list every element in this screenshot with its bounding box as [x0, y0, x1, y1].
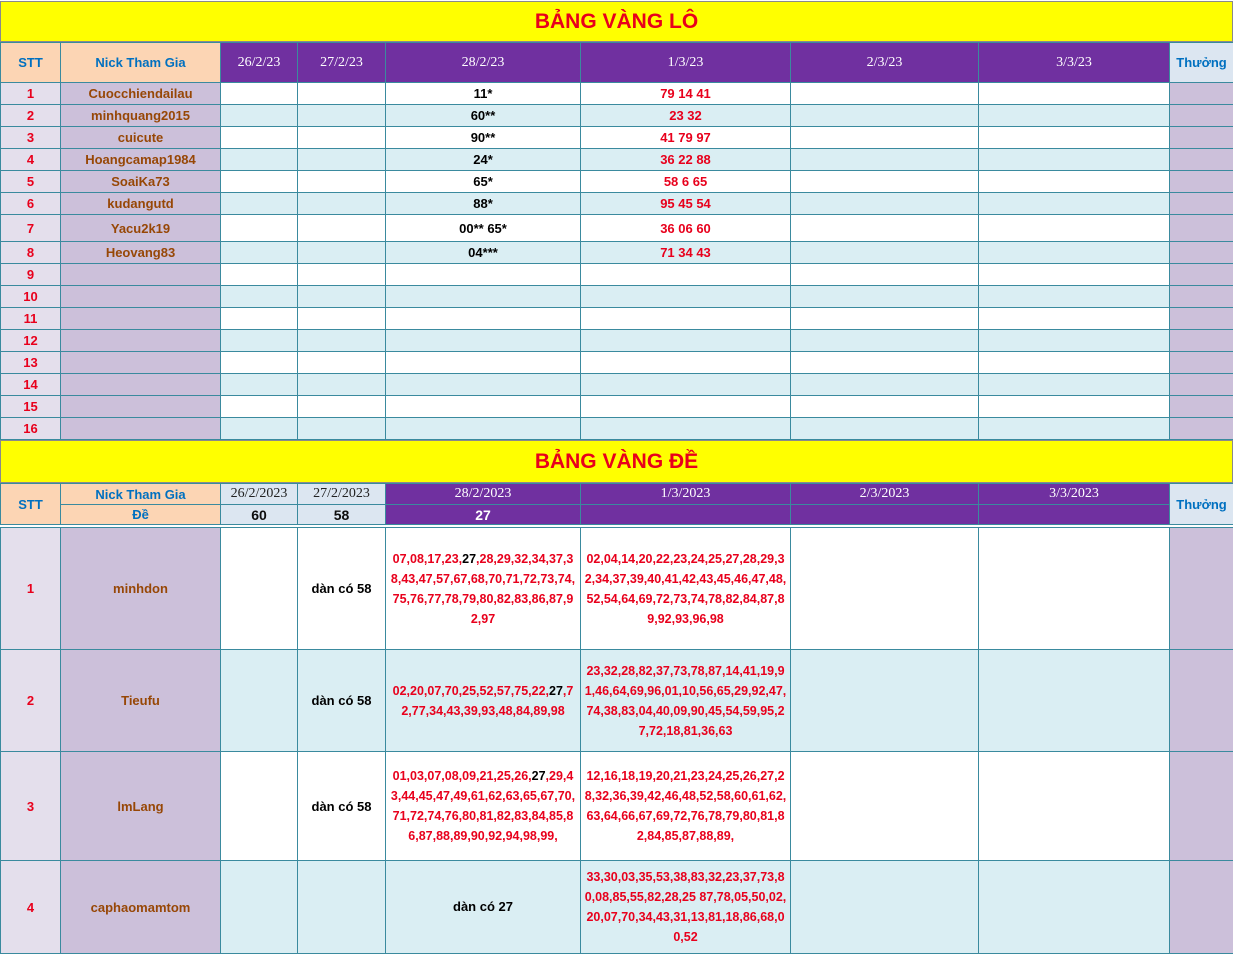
- lo-cell-28-2[interactable]: 24*: [386, 149, 581, 171]
- lo-stt-cell: 8: [1, 242, 61, 264]
- lo-thuong-cell[interactable]: [1170, 308, 1233, 330]
- lo-stt-cell: 15: [1, 396, 61, 418]
- lo-cell-3-3[interactable]: [979, 127, 1170, 149]
- lo-cell-26-2[interactable]: [221, 215, 298, 242]
- lo-nick-cell[interactable]: [61, 330, 221, 352]
- lo-cell-26-2[interactable]: [221, 374, 298, 396]
- lo-thuong-cell[interactable]: [1170, 215, 1233, 242]
- lo-header-thuong: Thưởng: [1170, 43, 1233, 83]
- de-cell-2-3[interactable]: [791, 650, 979, 752]
- lo-cell-3-3[interactable]: [979, 264, 1170, 286]
- de-cell-27-2[interactable]: dàn có 58: [298, 528, 386, 650]
- lo-cell-3-3[interactable]: [979, 374, 1170, 396]
- lo-header-date: 27/2/23: [298, 43, 386, 83]
- lo-nick-cell[interactable]: [61, 308, 221, 330]
- de-numbers-hit: 27: [532, 769, 546, 783]
- de-cell-28-2[interactable]: [386, 861, 581, 954]
- lo-cell-2-3[interactable]: [791, 105, 979, 127]
- lo-cell-2-3[interactable]: [791, 330, 979, 352]
- lo-header-nick: Nick Tham Gia: [61, 43, 221, 83]
- lo-cell-27-2[interactable]: [298, 83, 386, 105]
- de-cell-27-2[interactable]: [298, 861, 386, 954]
- lo-header-date: 28/2/23: [386, 43, 581, 83]
- lo-nick-cell[interactable]: Heovang83: [61, 242, 221, 264]
- lo-cell-2-3[interactable]: [791, 286, 979, 308]
- de-thuong-cell[interactable]: [1170, 752, 1233, 861]
- lo-stt-cell: 11: [1, 308, 61, 330]
- lo-cell-26-2[interactable]: [221, 83, 298, 105]
- lo-cell-3-3[interactable]: [979, 193, 1170, 215]
- lo-table-row: [1, 264, 1233, 286]
- de-cell-2-3[interactable]: [791, 752, 979, 861]
- lo-nick-cell[interactable]: Cuocchiendailau: [61, 83, 221, 105]
- lo-cell-3-3[interactable]: [979, 308, 1170, 330]
- lo-cell-28-2[interactable]: 00** 65*: [386, 215, 581, 242]
- lo-thuong-cell[interactable]: [1170, 418, 1233, 440]
- lo-cell-28-2[interactable]: 88*: [386, 193, 581, 215]
- de-cell-3-3[interactable]: [979, 528, 1170, 650]
- lo-cell-1-3[interactable]: 79 14 41: [581, 83, 791, 105]
- lo-stt-cell: 6: [1, 193, 61, 215]
- lo-thuong-cell[interactable]: [1170, 149, 1233, 171]
- de-header-thuong: Thưởng: [1170, 484, 1233, 525]
- lo-cell-26-2[interactable]: [221, 308, 298, 330]
- lo-cell-28-2[interactable]: [386, 286, 581, 308]
- de-table-row: [1, 528, 1233, 650]
- de-cell-26-2[interactable]: [221, 650, 298, 752]
- de-result-value: 58: [298, 505, 386, 525]
- lo-cell-27-2[interactable]: [298, 308, 386, 330]
- de-cell-1-3[interactable]: 23,32,28,82,37,73,78,87,14,41,19,91,46,64,69,96,01,10,56,65,29,92,47,74,38,83,04,40,09,90,45,54,59,95,27,72,18,81,36,63: [581, 650, 791, 752]
- lo-cell-26-2[interactable]: [221, 171, 298, 193]
- de-header-date: 1/3/2023: [581, 484, 791, 505]
- lo-cell-3-3[interactable]: [979, 330, 1170, 352]
- de-result-value: 27: [386, 505, 581, 525]
- de-table-row: [1, 752, 1233, 861]
- lo-cell-28-2[interactable]: [386, 374, 581, 396]
- lo-cell-28-2[interactable]: [386, 330, 581, 352]
- de-numbers-post: ,28,29,32,34,37,38,43,47,57,67,68,70,71,72,73,74,75,76,77,78,79,80,82,83,86,87,92,97: [391, 552, 575, 626]
- lo-cell-28-2[interactable]: 11*: [386, 83, 581, 105]
- lo-cell-1-3[interactable]: [581, 352, 791, 374]
- lo-cell-2-3[interactable]: [791, 242, 979, 264]
- de-cell-1-3[interactable]: 02,04,14,20,22,23,24,25,27,28,29,32,34,37,39,40,41,42,43,45,46,47,48,52,54,64,69,72,73,74,78,82,84,87,89,92,93,96,98: [581, 528, 791, 650]
- lo-thuong-cell[interactable]: [1170, 330, 1233, 352]
- de-numbers-pre: 02,20,07,70,25,52,57,75,22,: [393, 684, 549, 698]
- lo-cell-1-3[interactable]: [581, 396, 791, 418]
- lo-stt-cell: 4: [1, 149, 61, 171]
- lo-cell-27-2[interactable]: [298, 374, 386, 396]
- lo-thuong-cell[interactable]: [1170, 352, 1233, 374]
- lo-cell-3-3[interactable]: [979, 215, 1170, 242]
- lo-cell-1-3[interactable]: [581, 286, 791, 308]
- de-cell-2-3[interactable]: [791, 528, 979, 650]
- de-table: [0, 483, 1233, 954]
- lo-nick-cell[interactable]: Hoangcamap1984: [61, 149, 221, 171]
- lo-table-row: [1, 149, 1233, 171]
- de-numbers-hit: 27: [462, 552, 476, 566]
- lo-stt-cell: 10: [1, 286, 61, 308]
- de-cell-3-3[interactable]: [979, 650, 1170, 752]
- de-numbers-post: ,72,77,34,43,39,93,48,84,89,98: [401, 684, 573, 718]
- lo-cell-28-2[interactable]: 65*: [386, 171, 581, 193]
- de-thuong-cell[interactable]: [1170, 528, 1233, 650]
- lo-cell-2-3[interactable]: [791, 83, 979, 105]
- de-dan-note: dàn có 27: [453, 899, 513, 914]
- lo-cell-1-3[interactable]: 95 45 54: [581, 193, 791, 215]
- lo-stt-cell: 13: [1, 352, 61, 374]
- lo-table-row: [1, 308, 1233, 330]
- de-nick-cell[interactable]: lmLang: [61, 752, 221, 861]
- de-numbers-pre: 01,03,07,08,09,21,25,26,: [393, 769, 532, 783]
- lo-cell-3-3[interactable]: [979, 149, 1170, 171]
- lo-cell-28-2[interactable]: [386, 396, 581, 418]
- lo-nick-cell[interactable]: [61, 352, 221, 374]
- lo-cell-27-2[interactable]: [298, 396, 386, 418]
- lo-table-row: [1, 193, 1233, 215]
- lo-cell-1-3[interactable]: [581, 308, 791, 330]
- lo-cell-26-2[interactable]: [221, 149, 298, 171]
- de-thuong-cell[interactable]: [1170, 861, 1233, 954]
- de-result-value: [581, 505, 791, 525]
- lo-table-row: [1, 418, 1233, 440]
- de-result-value: 60: [221, 505, 298, 525]
- lo-cell-28-2[interactable]: [386, 264, 581, 286]
- lo-cell-28-2[interactable]: 90**: [386, 127, 581, 149]
- lo-cell-28-2[interactable]: 60**: [386, 105, 581, 127]
- de-numbers-pre: 07,08,17,23,: [393, 552, 463, 566]
- de-cell-27-2[interactable]: dàn có 58: [298, 650, 386, 752]
- lo-cell-3-3[interactable]: [979, 171, 1170, 193]
- lo-cell-2-3[interactable]: [791, 149, 979, 171]
- de-result-value: [791, 505, 979, 525]
- lo-cell-27-2[interactable]: [298, 105, 386, 127]
- lo-nick-cell[interactable]: cuicute: [61, 127, 221, 149]
- lo-cell-2-3[interactable]: [791, 127, 979, 149]
- lo-table-row: [1, 286, 1233, 308]
- de-thuong-cell[interactable]: [1170, 650, 1233, 752]
- de-cell-1-3[interactable]: 33,30,03,35,53,38,83,32,23,37,73,80,08,85,55,82,28,25 87,78,05,50,02,20,07,70,34,43,31,13,81,18,86,68,00,52: [581, 861, 791, 954]
- de-cell-3-3[interactable]: [979, 861, 1170, 954]
- lo-cell-27-2[interactable]: [298, 242, 386, 264]
- lo-cell-26-2[interactable]: [221, 105, 298, 127]
- lo-cell-1-3[interactable]: 23 32: [581, 105, 791, 127]
- de-numbers-hit: 27: [549, 684, 563, 698]
- lo-table-row: [1, 105, 1233, 127]
- de-header-date: 27/2/2023: [298, 484, 386, 505]
- lo-nick-cell[interactable]: Yacu2k19: [61, 215, 221, 242]
- lo-cell-26-2[interactable]: [221, 330, 298, 352]
- de-header-date: 2/3/2023: [791, 484, 979, 505]
- lo-cell-26-2[interactable]: [221, 193, 298, 215]
- de-result-value: [979, 505, 1170, 525]
- lo-cell-27-2[interactable]: [298, 171, 386, 193]
- lo-cell-27-2[interactable]: [298, 127, 386, 149]
- lo-cell-27-2[interactable]: [298, 330, 386, 352]
- lo-cell-1-3[interactable]: 36 06 60: [581, 215, 791, 242]
- de-nick-cell[interactable]: caphaomamtom: [61, 861, 221, 954]
- lo-header-stt: STT: [1, 43, 61, 83]
- lo-thuong-cell[interactable]: [1170, 286, 1233, 308]
- lo-cell-26-2[interactable]: [221, 242, 298, 264]
- lo-nick-cell[interactable]: [61, 396, 221, 418]
- lo-table: [0, 42, 1233, 440]
- de-header-nick: Nick Tham Gia: [61, 484, 221, 505]
- de-cell-26-2[interactable]: [221, 752, 298, 861]
- lo-nick-cell[interactable]: [61, 418, 221, 440]
- lo-thuong-cell[interactable]: [1170, 83, 1233, 105]
- lo-thuong-cell[interactable]: [1170, 105, 1233, 127]
- lo-stt-cell: 3: [1, 127, 61, 149]
- lo-nick-cell[interactable]: minhquang2015: [61, 105, 221, 127]
- lo-cell-27-2[interactable]: [298, 193, 386, 215]
- lo-nick-cell[interactable]: [61, 286, 221, 308]
- de-title: BẢNG VÀNG ĐỀ: [0, 440, 1233, 483]
- de-header-row: [1, 484, 1233, 505]
- lo-cell-27-2[interactable]: [298, 286, 386, 308]
- lo-nick-cell[interactable]: [61, 264, 221, 286]
- de-stt-cell: 4: [1, 861, 61, 954]
- lo-cell-26-2[interactable]: [221, 418, 298, 440]
- lo-thuong-cell[interactable]: [1170, 171, 1233, 193]
- lo-cell-1-3[interactable]: [581, 374, 791, 396]
- lo-cell-28-2[interactable]: [386, 352, 581, 374]
- lo-cell-3-3[interactable]: [979, 396, 1170, 418]
- lo-cell-2-3[interactable]: [791, 308, 979, 330]
- de-table-row: [1, 861, 1233, 954]
- lo-cell-2-3[interactable]: [791, 193, 979, 215]
- lo-header-date: 26/2/23: [221, 43, 298, 83]
- de-cell-3-3[interactable]: [979, 752, 1170, 861]
- lo-cell-2-3[interactable]: [791, 352, 979, 374]
- de-cell-26-2[interactable]: [221, 861, 298, 954]
- lo-table-row: [1, 83, 1233, 105]
- lo-cell-27-2[interactable]: [298, 264, 386, 286]
- lo-cell-2-3[interactable]: [791, 396, 979, 418]
- de-header-stt: STT: [1, 484, 61, 525]
- lo-cell-3-3[interactable]: [979, 105, 1170, 127]
- lo-table-row: [1, 352, 1233, 374]
- de-header-date: 26/2/2023: [221, 484, 298, 505]
- de-nick-cell[interactable]: Tieufu: [61, 650, 221, 752]
- lo-title: BẢNG VÀNG LÔ: [0, 1, 1233, 42]
- lo-stt-cell: 14: [1, 374, 61, 396]
- lo-cell-28-2[interactable]: [386, 308, 581, 330]
- lo-thuong-cell[interactable]: [1170, 374, 1233, 396]
- lo-cell-1-3[interactable]: [581, 264, 791, 286]
- de-cell-2-3[interactable]: [791, 861, 979, 954]
- de-table-row: [1, 650, 1233, 752]
- lo-header-date: 1/3/23: [581, 43, 791, 83]
- lo-cell-26-2[interactable]: [221, 286, 298, 308]
- de-numbers-post: ,29,43,44,45,47,49,61,62,63,65,67,70,71,72,74,76,80,81,82,83,84,85,86,87,88,89,90,92,94,98,99,: [391, 769, 575, 843]
- lo-cell-27-2[interactable]: [298, 215, 386, 242]
- lo-cell-1-3[interactable]: 36 22 88: [581, 149, 791, 171]
- lo-cell-1-3[interactable]: 58 6 65: [581, 171, 791, 193]
- lo-cell-2-3[interactable]: [791, 171, 979, 193]
- lo-table-row: [1, 171, 1233, 193]
- lo-nick-cell[interactable]: kudangutd: [61, 193, 221, 215]
- lo-cell-28-2[interactable]: 04***: [386, 242, 581, 264]
- lo-table-row: [1, 330, 1233, 352]
- lo-cell-27-2[interactable]: [298, 149, 386, 171]
- lo-cell-26-2[interactable]: [221, 127, 298, 149]
- lo-cell-3-3[interactable]: [979, 83, 1170, 105]
- de-cell-28-2[interactable]: [386, 650, 581, 752]
- lo-cell-28-2[interactable]: [386, 418, 581, 440]
- lo-thuong-cell[interactable]: [1170, 193, 1233, 215]
- lo-cell-26-2[interactable]: [221, 396, 298, 418]
- lo-cell-26-2[interactable]: [221, 264, 298, 286]
- de-cell-26-2[interactable]: [221, 528, 298, 650]
- lo-cell-3-3[interactable]: [979, 286, 1170, 308]
- lo-cell-1-3[interactable]: 71 34 43: [581, 242, 791, 264]
- lo-cell-26-2[interactable]: [221, 352, 298, 374]
- de-header-date: 28/2/2023: [386, 484, 581, 505]
- lo-header-row: [1, 43, 1233, 83]
- lo-cell-3-3[interactable]: [979, 352, 1170, 374]
- lo-stt-cell: 16: [1, 418, 61, 440]
- lo-cell-2-3[interactable]: [791, 374, 979, 396]
- lo-table-row: [1, 396, 1233, 418]
- lo-cell-2-3[interactable]: [791, 215, 979, 242]
- de-cell-28-2[interactable]: [386, 752, 581, 861]
- de-stt-cell: 1: [1, 528, 61, 650]
- de-stt-cell: 3: [1, 752, 61, 861]
- lo-stt-cell: 5: [1, 171, 61, 193]
- lo-thuong-cell[interactable]: [1170, 242, 1233, 264]
- lo-cell-1-3[interactable]: [581, 330, 791, 352]
- lo-cell-27-2[interactable]: [298, 418, 386, 440]
- lo-table-row: [1, 242, 1233, 264]
- lo-header-date: 3/3/23: [979, 43, 1170, 83]
- de-result-row: [1, 505, 1233, 525]
- lo-thuong-cell[interactable]: [1170, 127, 1233, 149]
- lo-stt-cell: 2: [1, 105, 61, 127]
- lo-cell-2-3[interactable]: [791, 264, 979, 286]
- lo-header-date: 2/3/23: [791, 43, 979, 83]
- de-cell-28-2[interactable]: [386, 528, 581, 650]
- de-cell-1-3[interactable]: 12,16,18,19,20,21,23,24,25,26,27,28,32,36,39,42,46,48,52,58,60,61,62,63,64,66,67,69,72,76,78,79,80,81,82,84,85,87,88,89,: [581, 752, 791, 861]
- de-header-de-label: Đề: [61, 505, 221, 525]
- lo-cell-1-3[interactable]: [581, 418, 791, 440]
- lo-table-row: [1, 215, 1233, 242]
- lo-stt-cell: 1: [1, 83, 61, 105]
- lo-cell-3-3[interactable]: [979, 242, 1170, 264]
- lo-stt-cell: 9: [1, 264, 61, 286]
- de-header-date: 3/3/2023: [979, 484, 1170, 505]
- de-stt-cell: 2: [1, 650, 61, 752]
- lo-nick-cell[interactable]: [61, 374, 221, 396]
- lo-thuong-cell[interactable]: [1170, 264, 1233, 286]
- de-cell-27-2[interactable]: dàn có 58: [298, 752, 386, 861]
- lo-cell-2-3[interactable]: [791, 418, 979, 440]
- lo-stt-cell: 12: [1, 330, 61, 352]
- lo-table-row: [1, 374, 1233, 396]
- lo-cell-1-3[interactable]: 41 79 97: [581, 127, 791, 149]
- lo-cell-27-2[interactable]: [298, 352, 386, 374]
- de-nick-cell[interactable]: minhdon: [61, 528, 221, 650]
- lo-nick-cell[interactable]: SoaiKa73: [61, 171, 221, 193]
- lo-cell-3-3[interactable]: [979, 418, 1170, 440]
- lo-table-row: [1, 127, 1233, 149]
- lo-thuong-cell[interactable]: [1170, 396, 1233, 418]
- lo-stt-cell: 7: [1, 215, 61, 242]
